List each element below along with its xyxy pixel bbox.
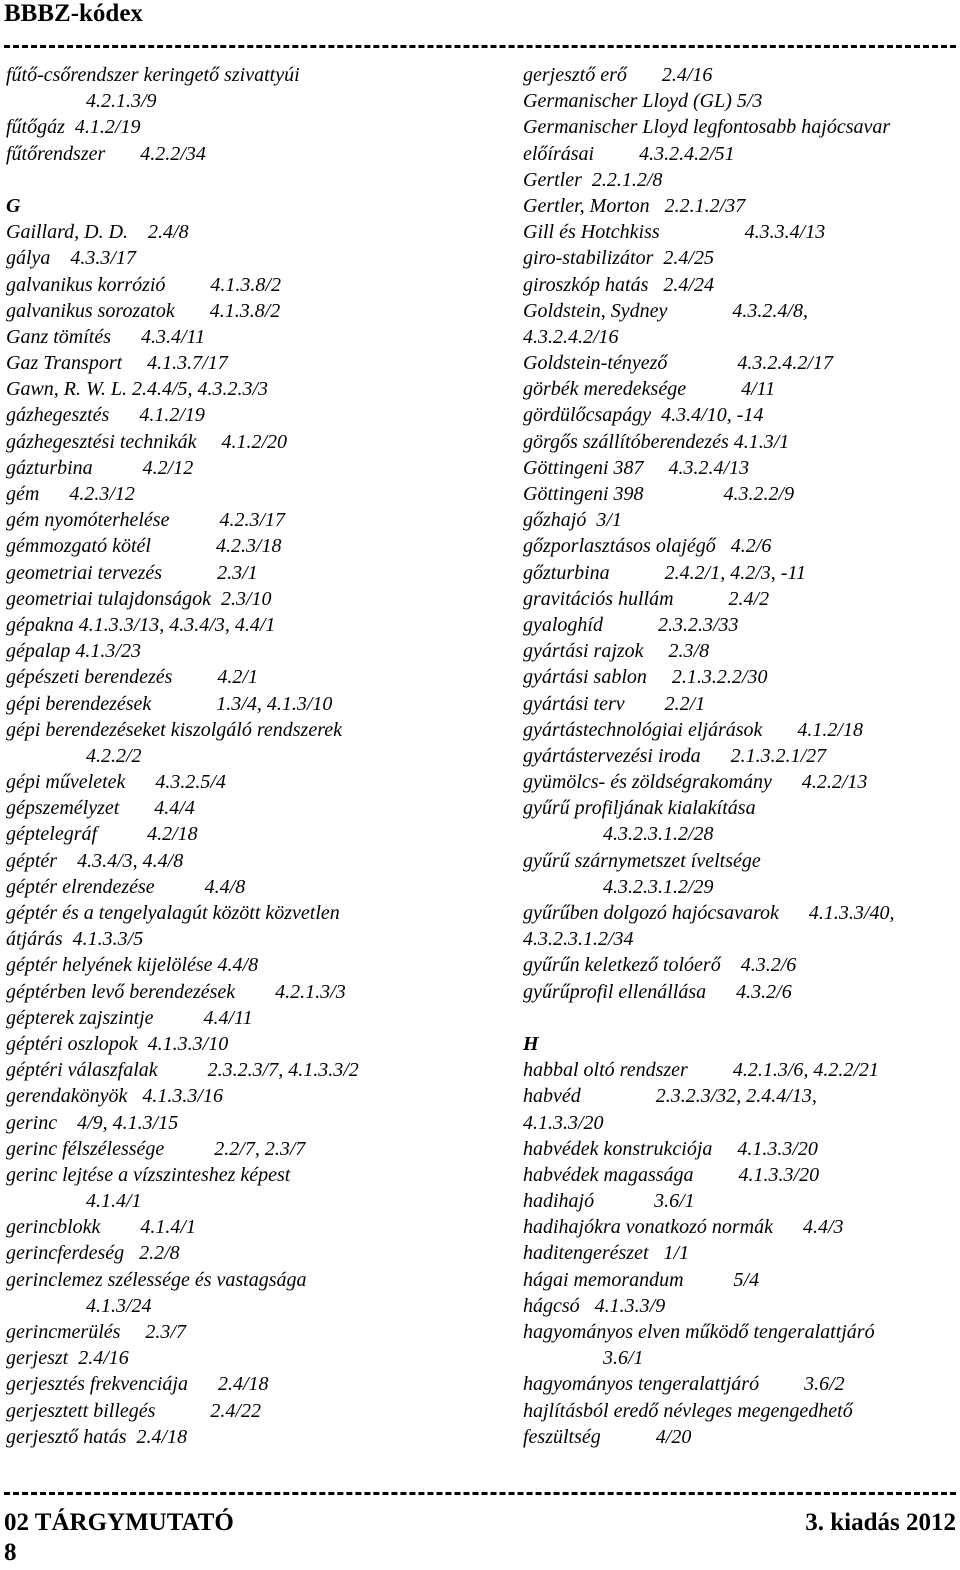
index-entry-continuation: 4.1.4/1 xyxy=(86,1190,142,1213)
index-entry: gerincmerülés 2.3/7 xyxy=(6,1321,186,1343)
index-entry: gálya 4.3.3/17 xyxy=(6,247,136,270)
index-entry: gázturbina 4.2/12 xyxy=(6,456,194,479)
index-entry: Ganz tömítés 4.3.4/11 xyxy=(6,325,206,348)
index-entry: gőzturbina 2.4.2/1, 4.2/3, -11 xyxy=(523,561,806,584)
index-entry: hadihajó 3.6/1 xyxy=(523,1190,695,1213)
spacer xyxy=(523,1005,960,1031)
index-entry: gőzporlasztásos olajégő 4.2/6 xyxy=(523,535,772,558)
index-entry: fűtő-csőrendszer keringető szivattyúi xyxy=(6,64,300,86)
footer-section-title: 02 TÁRGYMUTATÓ xyxy=(4,1509,234,1536)
page-number: 8 xyxy=(4,1539,17,1566)
index-entry-continuation: 4.3.2.3.1.2/28 xyxy=(603,823,714,846)
index-entry: gépészeti berendezés 4.2/1 xyxy=(6,666,258,689)
index-entry: Gill és Hotchkiss 4.3.3.4/13 xyxy=(523,221,826,244)
index-entry: gyártási terv 2.2/1 xyxy=(523,692,706,715)
index-entry: fűtőgáz 4.1.2/19 xyxy=(6,116,141,139)
index-entry: átjárás 4.1.3.3/5 xyxy=(6,928,144,951)
index-entry: gyűrű profiljának kialakítása xyxy=(523,797,756,820)
index-entry: géptéri oszlopok 4.1.3.3/10 xyxy=(6,1032,229,1055)
index-entry: habvédek konstrukciója 4.1.3.3/20 xyxy=(523,1137,818,1160)
index-column-right xyxy=(523,62,960,1450)
index-entry: Gaz Transport 4.1.3.7/17 xyxy=(6,352,228,375)
footer-divider xyxy=(4,1492,956,1495)
index-entry: gépi berendezéseket kiszolgáló rendszerek xyxy=(6,718,343,741)
index-entry: hagyományos tengeralattjáró 3.6/2 xyxy=(523,1373,845,1396)
index-entry: feszültség 4/20 xyxy=(523,1425,692,1448)
index-entry-continuation: 4.2.2/2 xyxy=(86,744,142,767)
index-entry: Gawn, R. W. L. 2.4.4/5, 4.3.2.3/3 xyxy=(6,378,269,401)
index-entry: Gertler, Morton 2.2.1.2/37 xyxy=(523,194,746,217)
index-entry: habvédek magassága 4.1.3.3/20 xyxy=(523,1163,820,1186)
index-entry: gyártástechnológiai eljárások 4.1.2/18 xyxy=(523,718,863,741)
index-entry: gerinc lejtése a vízszinteshez képest xyxy=(6,1163,291,1186)
index-entry-continuation: 4.3.2.3.1.2/29 xyxy=(603,875,714,898)
index-letter-heading: G xyxy=(6,194,21,217)
index-entry: gerinc 4/9, 4.1.3/15 xyxy=(6,1111,179,1134)
index-entry: hajlításból eredő névleges megengedhető xyxy=(523,1399,853,1422)
index-entry: géptér helyének kijelölése 4.4/8 xyxy=(6,954,259,977)
index-entry: gyűrű szárnymetszet íveltsége xyxy=(523,849,761,872)
index-entry: gépi műveletek 4.3.2.5/4 xyxy=(6,771,226,794)
footer-edition: 3. kiadás 2012 xyxy=(805,1509,956,1536)
index-entry: giroszkóp hatás 2.4/24 xyxy=(523,273,714,296)
index-entry: Gaillard, D. D. 2.4/8 xyxy=(6,221,189,244)
header-divider xyxy=(4,45,956,48)
index-entry: gyártási sablon 2.1.3.2.2/30 xyxy=(523,666,768,689)
index-entry: gépakna 4.1.3.3/13, 4.3.4/3, 4.4/1 xyxy=(6,613,276,636)
index-entry: habvéd 2.3.2.3/32, 2.4.4/13, xyxy=(523,1085,817,1108)
index-entry: fűtőrendszer 4.2.2/34 xyxy=(6,142,206,165)
index-entry: hadihajókra vonatkozó normák 4.4/3 xyxy=(523,1216,844,1239)
index-entry: gerjesztő erő 2.4/16 xyxy=(523,64,713,86)
index-entry: Germanischer Lloyd legfontosabb hajócsavar xyxy=(523,116,891,139)
index-entry: galvanikus korrózió 4.1.3.8/2 xyxy=(6,273,281,296)
index-entry: géptérben levő berendezések 4.2.1.3/3 xyxy=(6,980,346,1003)
index-entry: gépterek zajszintje 4.4/11 xyxy=(6,1006,253,1029)
index-entry: Göttingeni 387 4.3.2.4/13 xyxy=(523,456,750,479)
index-entry: gőzhajó 3/1 xyxy=(523,509,622,532)
index-entry: géptér elrendezése 4.4/8 xyxy=(6,875,246,898)
index-entry: 4.1.3.3/20 xyxy=(523,1111,604,1134)
index-entry: gerinc félszélessége 2.2/7, 2.3/7 xyxy=(6,1137,306,1160)
index-entry: 4.3.2.4.2/16 xyxy=(523,325,619,348)
index-column-left xyxy=(6,62,446,1450)
index-entry: görbék meredeksége 4/11 xyxy=(523,378,776,401)
index-entry: géptér és a tengelyalagút között közvetlen xyxy=(6,902,340,924)
index-entry-continuation: 3.6/1 xyxy=(603,1347,644,1370)
index-entry: hágcsó 4.1.3.3/9 xyxy=(523,1294,666,1317)
index-entry: géptelegráf 4.2/18 xyxy=(6,823,198,846)
index-entry: Goldstein, Sydney 4.3.2.4/8, xyxy=(523,299,808,322)
index-entry-continuation: 4.2.1.3/9 xyxy=(86,90,157,113)
index-entry: gerjesztő hatás 2.4/18 xyxy=(6,1425,188,1448)
index-entry: habbal oltó rendszer 4.2.1.3/6, 4.2.2/21 xyxy=(523,1059,879,1082)
index-entry-continuation: 4.1.3/24 xyxy=(86,1294,152,1317)
index-entry: gépszemélyzet 4.4/4 xyxy=(6,797,195,820)
index-entry: gém nyomóterhelése 4.2.3/17 xyxy=(6,509,286,532)
index-entry: gyártási rajzok 2.3/8 xyxy=(523,640,710,663)
index-entry: gémmozgató kötél 4.2.3/18 xyxy=(6,535,282,558)
index-entry: gerendakönyök 4.1.3.3/16 xyxy=(6,1085,223,1108)
index-entry: gém 4.2.3/12 xyxy=(6,483,135,505)
index-letter-heading: H xyxy=(523,1032,539,1055)
index-entry: 4.3.2.3.1.2/34 xyxy=(523,928,634,951)
index-entry: hágai memorandum 5/4 xyxy=(523,1268,760,1291)
index-entry: gyártástervezési iroda 2.1.3.2.1/27 xyxy=(523,744,827,767)
index-entry: előírásai 4.3.2.4.2/51 xyxy=(523,142,735,165)
index-entry: gázhegesztés 4.1.2/19 xyxy=(6,404,205,427)
index-entry: Germanischer Lloyd (GL) 5/3 xyxy=(523,90,763,113)
index-entry: gyaloghíd 2.3.2.3/33 xyxy=(523,613,739,636)
index-entry: gyűrűprofil ellenállása 4.3.2/6 xyxy=(523,980,792,1003)
index-entry: giro-stabilizátor 2.4/25 xyxy=(523,247,714,270)
index-entry: gyümölcs- és zöldségrakomány 4.2.2/13 xyxy=(523,771,868,794)
index-entry: gépi berendezések 1.3/4, 4.1.3/10 xyxy=(6,692,333,715)
index-entry: geometriai tervezés 2.3/1 xyxy=(6,561,258,584)
index-entry: gépalap 4.1.3/23 xyxy=(6,640,141,663)
index-entry: Goldstein-tényező 4.3.2.4.2/17 xyxy=(523,352,833,375)
index-entry: gyűrűn keletkező tolóerő 4.3.2/6 xyxy=(523,954,797,977)
index-entry: hagyományos elven működő tengeralattjáró xyxy=(523,1321,875,1343)
index-entry: geometriai tulajdonságok 2.3/10 xyxy=(6,587,272,610)
index-entry: gerincblokk 4.1.4/1 xyxy=(6,1216,196,1239)
index-entry: gerjesztett billegés 2.4/22 xyxy=(6,1399,261,1422)
index-entry: gerincferdeség 2.2/8 xyxy=(6,1242,180,1265)
index-entry: géptéri válaszfalak 2.3.2.3/7, 4.1.3.3/2 xyxy=(6,1059,359,1082)
index-entry: géptér 4.3.4/3, 4.4/8 xyxy=(6,849,184,872)
index-entry: görgős szállítóberendezés 4.1.3/1 xyxy=(523,430,790,453)
index-entry: gerinclemez szélessége és vastagsága xyxy=(6,1268,307,1291)
spacer xyxy=(6,167,446,193)
index-entry: gerjesztés frekvenciája 2.4/18 xyxy=(6,1373,269,1396)
index-entry: gerjeszt 2.4/16 xyxy=(6,1347,129,1370)
index-entry: Göttingeni 398 4.3.2.2/9 xyxy=(523,483,795,505)
index-entry: gázhegesztési technikák 4.1.2/20 xyxy=(6,430,288,453)
index-entry: gravitációs hullám 2.4/2 xyxy=(523,587,770,610)
index-entry: gyűrűben dolgozó hajócsavarok 4.1.3.3/40, xyxy=(523,902,895,924)
document-title: BBBZ-kódex xyxy=(4,0,143,27)
index-entry: haditengerészet 1/1 xyxy=(523,1242,690,1265)
index-entry: galvanikus sorozatok 4.1.3.8/2 xyxy=(6,299,281,322)
index-entry: gördülőcsapágy 4.3.4/10, -14 xyxy=(523,404,764,427)
index-entry: Gertler 2.2.1.2/8 xyxy=(523,168,663,191)
